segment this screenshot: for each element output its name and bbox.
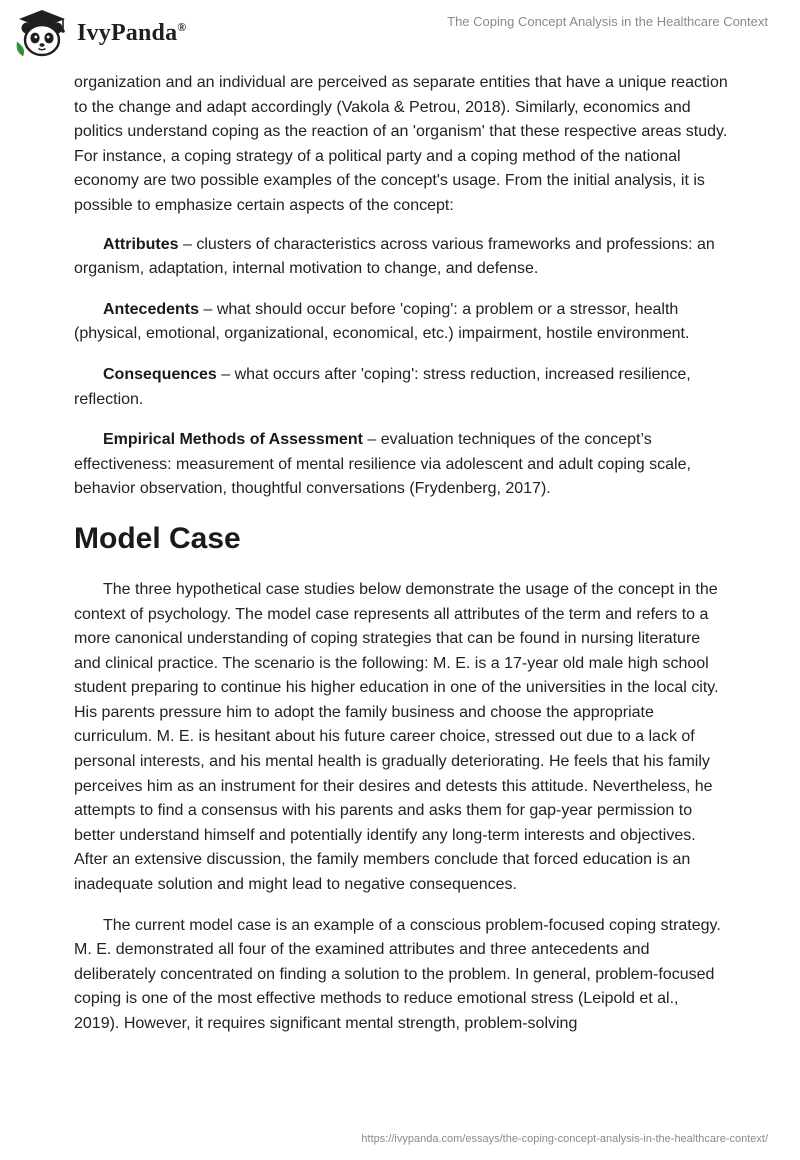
page-header [0,0,800,68]
definition-empirical-methods [74,428,728,502]
intro-paragraph: organization and an individual are perceived as separate entities that have a unique reaction to the change and adapt accordingly (Vakola & Petrou, 2018). Similarly, economics and politics understand coping as the reaction of an 'organism' that these respective areas study. For instance, a coping strategy of a political party and a coping method of the national economy are two possible examples of the concept's usage. From the initial analysis, it is possible to emphasize certain aspects of the concept: [74,74,728,214]
definition-term: Empirical Methods of Assessment [103,431,363,449]
definition-text: – what should occur before 'coping': a problem or a stressor, health (physical, emotional, organizational, economical, etc.) impairment, hostile environment. [74,300,690,343]
definition-term: Consequences [103,365,217,383]
model-case-paragraph: The three hypothetical case studies below demonstrate the usage of the concept in the context of psychology. The model case represents all attributes of the term and refers to a more canonical understanding of coping strategies that can be found in nursing literature and clinical practice. The scenario is the following: M. E. is a 17-year old male high school student preparing to continue his higher education in one of the universities in the local city. His parents pressure him to adopt the family business and choose the appropriate curriculum. M. E. is hesitant about his future career choice, stressed out due to a lack of personal interests, and his mental health is gradually deteriorating. He feels that his family perceives him as an instrument for their desires and detests this attitude. Nevertheless, he attempts to find a consensus with his parents and asks them for gap-year permission to better understand himself and potentially identify any long-term interests and objectives. After an extensive discussion, the family members conclude that forced education is an inadequate solution and might lead to negative consequences. [74,580,719,894]
definition-antecedents [74,298,728,347]
definition-term: Attributes [103,235,179,253]
definition-text: – evaluation techniques of the concept’s effectiveness: measurement of mental resilience via adolescent and adult coping scale, behavior observation, thoughtful conversations (Frydenberg, 2017). [74,431,691,498]
section-heading-model-case: Model Case [74,521,241,555]
footer-source-url[interactable]: https://ivypanda.com/essays/the-coping-concept-analysis-in-the-healthcare-context/ [361,1133,768,1145]
definition-consequences [74,363,728,412]
definition-text: – what occurs after 'coping': stress reduction, increased resilience, reflection. [74,365,691,408]
definition-attributes [74,233,728,282]
definition-text: – clusters of characteristics across various frameworks and professions: an organism, adaptation, internal motivation to change, and defense. [74,235,715,278]
definition-term: Antecedents [103,300,200,318]
model-case-paragraph: The current model case is an example of a conscious problem-focused coping strategy. M. E. demonstrated all four of the examined attributes and three antecedents and deliberately concentrated on finding a solution to the problem. In general, problem-focused coping is one of the most effective methods to reduce emotional stress (Leipold et al., 2019). However, it requires significant mental strength, problem-solving [74,916,721,1032]
ivypanda-logo[interactable] [13,8,186,58]
document-title: The Coping Concept Analysis in the Healthcare Context [447,14,768,29]
essay-body [74,71,728,1053]
brand-name: IvyPanda® [77,19,187,46]
panda-graduate-icon [13,8,71,58]
